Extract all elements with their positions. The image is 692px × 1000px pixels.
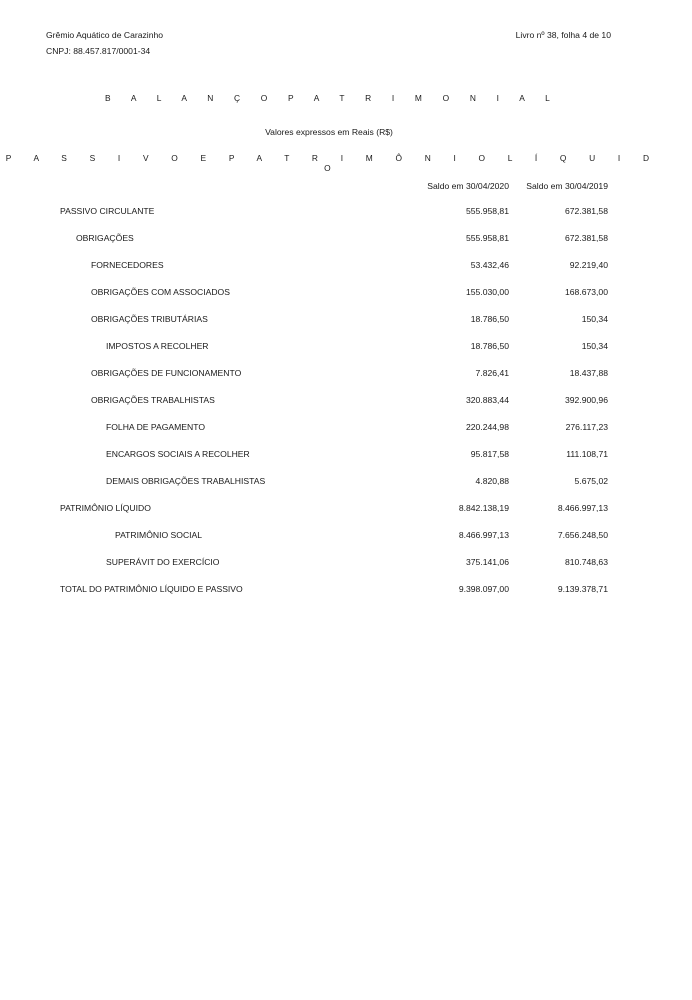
value-2019: 810.748,63 — [564, 557, 608, 567]
value-2020: 155.030,00 — [465, 287, 509, 297]
value-2019: 392.900,96 — [564, 395, 608, 405]
table-row — [0, 557, 692, 584]
balance-table — [0, 206, 692, 611]
row-label: OBRIGAÇÕES TRABALHISTAS — [91, 395, 215, 405]
row-label: DEMAIS OBRIGAÇÕES TRABALHISTAS — [106, 476, 266, 486]
value-2020: 4.820,88 — [475, 476, 509, 486]
value-2020: 8.466.997,13 — [458, 530, 509, 540]
section-title: P A S S I V O E P A T R I M Ô N I O L Í Q U I D O — [5, 153, 653, 173]
table-row — [0, 287, 692, 314]
row-label: OBRIGAÇÕES COM ASSOCIADOS — [91, 287, 230, 297]
table-row — [0, 368, 692, 395]
row-label: OBRIGAÇÕES — [76, 233, 134, 243]
book-reference: Livro nº 38, folha 4 de 10 — [515, 30, 611, 40]
row-label: FOLHA DE PAGAMENTO — [106, 422, 206, 432]
value-2020: 95.817,58 — [470, 449, 509, 459]
value-2020: 18.786,50 — [470, 314, 509, 324]
row-label: OBRIGAÇÕES DE FUNCIONAMENTO — [91, 368, 242, 378]
column-header-2020: Saldo em 30/04/2020 — [427, 181, 509, 191]
value-2019: 7.656.248,50 — [557, 530, 608, 540]
value-2020: 555.958,81 — [465, 206, 509, 216]
row-label: PATRIMÔNIO LÍQUIDO — [60, 503, 151, 513]
table-row — [0, 341, 692, 368]
value-2019: 18.437,88 — [569, 368, 608, 378]
row-label: IMPOSTOS A RECOLHER — [106, 341, 209, 351]
value-2020: 18.786,50 — [470, 341, 509, 351]
table-row — [0, 314, 692, 341]
entity-name: Grêmio Aquático de Carazinho — [46, 30, 164, 40]
value-2019: 5.675,02 — [574, 476, 608, 486]
value-2020: 555.958,81 — [465, 233, 509, 243]
row-label: SUPERÁVIT DO EXERCÍCIO — [106, 557, 220, 567]
table-row — [0, 206, 692, 233]
value-2019: 111.108,71 — [566, 449, 608, 459]
row-label: ENCARGOS SOCIAIS A RECOLHER — [106, 449, 250, 459]
table-row — [0, 476, 692, 503]
table-row — [0, 422, 692, 449]
value-2019: 150,34 — [581, 341, 608, 351]
table-row — [0, 449, 692, 476]
row-label: FORNECEDORES — [91, 260, 164, 270]
value-2020: 320.883,44 — [465, 395, 509, 405]
value-2019: 8.466.997,13 — [557, 503, 608, 513]
value-2020: 220.244,98 — [465, 422, 509, 432]
value-2019: 168.673,00 — [564, 287, 608, 297]
value-2019: 9.139.378,71 — [557, 584, 608, 594]
row-label: TOTAL DO PATRIMÔNIO LÍQUIDO E PASSIVO — [60, 584, 243, 594]
table-row — [0, 233, 692, 260]
value-2020: 9.398.097,00 — [458, 584, 509, 594]
row-label: PASSIVO CIRCULANTE — [60, 206, 155, 216]
entity-cnpj: CNPJ: 88.457.817/0001-34 — [46, 46, 151, 56]
value-2020: 7.826,41 — [475, 368, 509, 378]
table-row — [0, 530, 692, 557]
entity-header — [46, 27, 163, 59]
value-2019: 276.117,23 — [565, 422, 608, 432]
table-row-total — [0, 584, 692, 611]
value-2019: 92.219,40 — [569, 260, 608, 270]
value-2020: 53.432,46 — [470, 260, 509, 270]
table-row — [0, 395, 692, 422]
column-header-2019: Saldo em 30/04/2019 — [526, 181, 608, 191]
row-label: OBRIGAÇÕES TRIBUTÁRIAS — [91, 314, 208, 324]
report-subtitle: Valores expressos em Reais (R$) — [265, 127, 393, 137]
value-2020: 375.141,06 — [465, 557, 509, 567]
table-row — [0, 503, 692, 530]
value-2019: 672.381,58 — [564, 206, 608, 216]
value-2019: 672.381,58 — [564, 233, 608, 243]
value-2019: 150,34 — [581, 314, 608, 324]
row-label: PATRIMÔNIO SOCIAL — [115, 530, 203, 540]
report-title: B A L A N Ç O P A T R I M O N I A L — [105, 93, 553, 103]
table-row — [0, 260, 692, 287]
value-2020: 8.842.138,19 — [458, 503, 509, 513]
